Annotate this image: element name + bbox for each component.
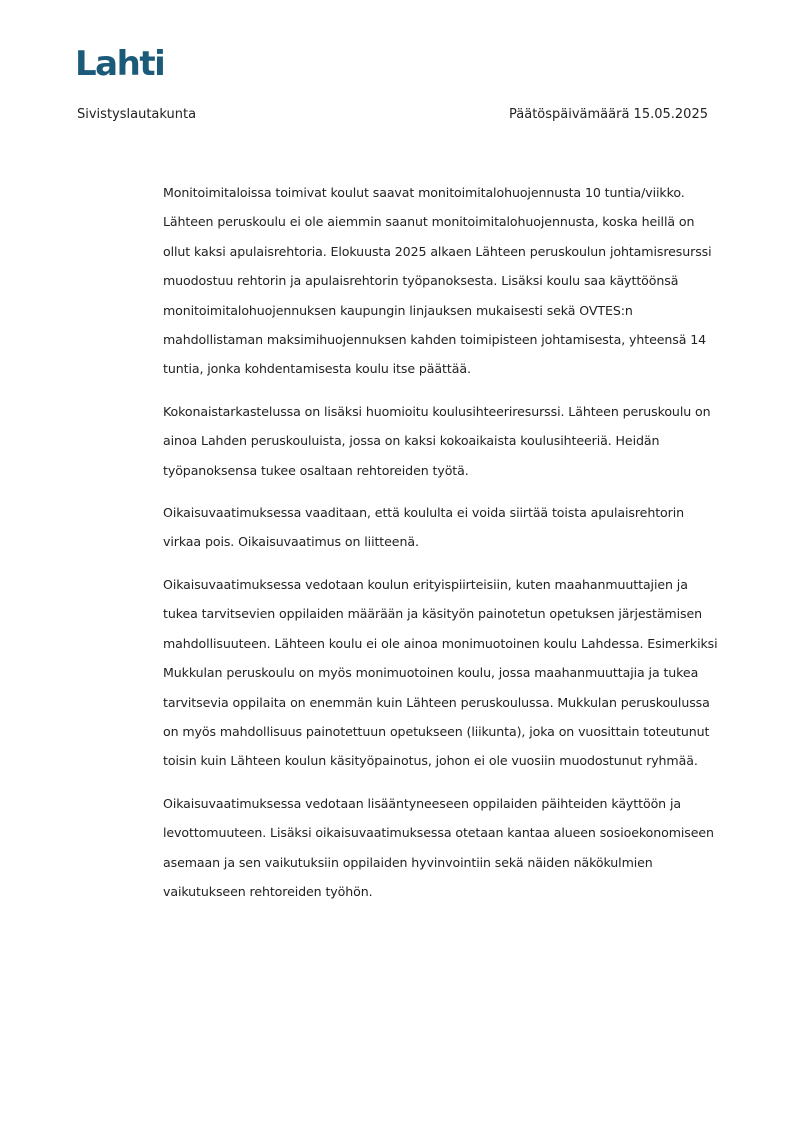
lahti-logo xyxy=(75,44,164,84)
paragraph-4: Oikaisuvaatimuksessa vedotaan koulun erityispiirteisiin, kuten maahanmuuttajien ja tukea tarvitsevien oppilaiden määrään ja käsityön painotetun opetuksen järjestämisen mahdollisuuteen. Lähteen koulu ei ole ainoa monimuotoinen koulu Lahdessa. Esimerkiksi Mukkulan peruskoulu on myös monimuotoinen koulu, jossa maahanmuuttajia ja tukea tarvitsevia oppilaita on enemmän kuin Lähteen peruskoulussa. Mukkulan peruskoulussa on myös mahdollisuus painotettuun opetukseen (liikunta), joka on vuosittain toteutunut toisin kuin Lähteen koulun käsityöpainotus, johon ei ole vuosiin muodostunut ryhmää. xyxy=(163,576,718,769)
department-name: Sivistyslautakunta xyxy=(77,107,197,122)
paragraph-3: Oikaisuvaatimuksessa vaaditaan, että koululta ei voida siirtää toista apulaisrehtorin virkaa pois. Oikaisuvaatimus on liitteenä. xyxy=(163,505,685,550)
decision-date: Päätöspäivämäärä 15.05.2025 xyxy=(509,107,708,122)
paragraph-5: Oikaisuvaatimuksessa vedotaan lisääntyneeseen oppilaiden päihteiden käyttöön ja levottomuuteen. Lisäksi oikaisuvaatimuksessa otetaan kantaa alueen sosioekonomiseen asemaan ja sen vaikutuksiin oppilaiden hyvinvointiin sekä näiden näkökulmien vaikutukseen rehtoreiden työhön. xyxy=(163,795,714,899)
document-body xyxy=(163,178,723,919)
paragraph-1: Monitoimitaloissa toimivat koulut saavat monitoimitalohuojennusta 10 tuntia/viikko. Lähteen peruskoulu ei ole aiemmin saanut monitoimitalohuojennusta, koska heillä on ollut kaksi apulaisrehtoria. Elokuusta 2025 alkaen Lähteen peruskoulun johtamisresurssi muodostuu rehtorin ja apulaisrehtorin työpanoksesta. Lisäksi koulu saa käyttöönsä monitoimitalohuojennuksen kaupungin linjauksen mukaisesti sekä OVTES:n mahdollistaman maksimihuojennuksen kahden toimipisteen johtamisesta, yhteensä 14 tuntia, jonka kohdentamisesta koulu itse päättää. xyxy=(163,185,712,377)
lahti-logo-text: Lahti xyxy=(75,44,165,84)
paragraph-2: Kokonaistarkastelussa on lisäksi huomioitu koulusihteeriresurssi. Lähteen peruskoulu on ainoa Lahden peruskouluista, jossa on kaksi kokoaikaista koulusihteeriä. Heidän työpanoksensa tukee osaltaan rehtoreiden työtä. xyxy=(163,403,711,478)
